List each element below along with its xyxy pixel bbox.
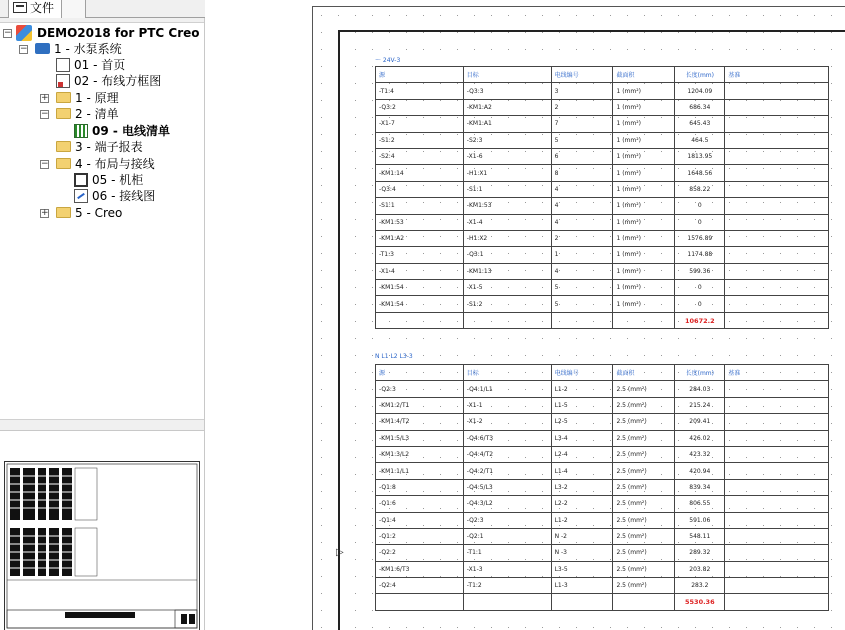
table-cell: -Q4:5/L3 bbox=[463, 479, 551, 495]
table-cell: 686.34 bbox=[675, 99, 725, 115]
expand-toggle[interactable]: + bbox=[41, 93, 49, 103]
table-cell: 599.36 bbox=[675, 263, 725, 279]
tree-node-label: 5 - Creo bbox=[75, 206, 123, 220]
table-row bbox=[376, 578, 829, 594]
table-cell: -Q1:4 bbox=[376, 512, 464, 528]
tree-node-label: 3 - 端子报表 bbox=[75, 140, 143, 154]
tree-node-folder-5[interactable] bbox=[56, 205, 122, 221]
collapse-toggle[interactable]: − bbox=[4, 28, 12, 38]
table-cell: -KM1:A2 bbox=[376, 230, 464, 246]
tree-node-page-05[interactable] bbox=[74, 172, 143, 188]
table-cell: 1204.09 bbox=[675, 83, 725, 99]
table-cell bbox=[725, 198, 829, 214]
table-row bbox=[376, 247, 829, 263]
table-cell: -X1-1 bbox=[463, 397, 551, 413]
project-tree[interactable] bbox=[0, 22, 204, 420]
file-icon bbox=[13, 2, 27, 13]
table-cell: 7 bbox=[551, 116, 613, 132]
empty-cell bbox=[613, 312, 675, 328]
tree-node-page-09[interactable] bbox=[74, 123, 170, 139]
header-cell: 电线编号 bbox=[551, 67, 613, 83]
table-cell: 2.5 (mm²) bbox=[613, 381, 675, 397]
table-cell: 548.11 bbox=[675, 528, 725, 544]
table-cell bbox=[725, 263, 829, 279]
table-cell bbox=[725, 99, 829, 115]
tree-node-folder-4[interactable] bbox=[56, 156, 155, 172]
tree-node-folder-3[interactable] bbox=[56, 139, 143, 155]
header-cell: 目标 bbox=[463, 67, 551, 83]
table-cell: -Q3:4 bbox=[376, 181, 464, 197]
table-cell: -T1:4 bbox=[376, 83, 464, 99]
table-cell: 1 (mm²) bbox=[613, 198, 675, 214]
empty-cell bbox=[376, 312, 464, 328]
table-cell bbox=[725, 116, 829, 132]
empty-cell bbox=[463, 312, 551, 328]
table-cell bbox=[725, 230, 829, 246]
table-cell: 2.5 (mm²) bbox=[613, 446, 675, 462]
table-cell bbox=[725, 463, 829, 479]
table-row bbox=[376, 83, 829, 99]
table-cell: -Q4:6/T3 bbox=[463, 430, 551, 446]
table-cell bbox=[725, 545, 829, 561]
table-cell: 423.32 bbox=[675, 446, 725, 462]
table-cell: -Q3:1 bbox=[463, 247, 551, 263]
table-cell: 3 bbox=[551, 83, 613, 99]
table-cell: 215.24 bbox=[675, 397, 725, 413]
page-icon bbox=[56, 58, 70, 72]
table-cell: -Q1:2 bbox=[376, 528, 464, 544]
tab-file[interactable] bbox=[8, 0, 62, 18]
table-cell: -Q4:2/T1 bbox=[463, 463, 551, 479]
table-cell: 2.5 (mm²) bbox=[613, 397, 675, 413]
table-cell: 1576.89 bbox=[675, 230, 725, 246]
table-cell: 806.55 bbox=[675, 496, 725, 512]
table-cell: L2-4 bbox=[551, 446, 613, 462]
table-cell: -Q4:4/T2 bbox=[463, 446, 551, 462]
block-diagram-icon bbox=[56, 74, 70, 88]
header-cell: 截面积 bbox=[613, 67, 675, 83]
table-cell: -Q2:2 bbox=[376, 545, 464, 561]
wire-table-2 bbox=[375, 364, 829, 611]
table-cell bbox=[725, 496, 829, 512]
table-row bbox=[376, 132, 829, 148]
table-cell: 420.94 bbox=[675, 463, 725, 479]
table-row bbox=[376, 99, 829, 115]
table-cell bbox=[725, 528, 829, 544]
cabinet-icon bbox=[74, 173, 88, 187]
tree-node-label: DEMO2018 for PTC Creo bbox=[37, 26, 200, 40]
table-cell: 203.82 bbox=[675, 561, 725, 577]
table-cell bbox=[725, 512, 829, 528]
empty-cell bbox=[551, 594, 613, 610]
tab-file-label: 文件 bbox=[30, 1, 55, 15]
table-cell: L2-5 bbox=[551, 414, 613, 430]
table-cell: 839.34 bbox=[675, 479, 725, 495]
empty-cell bbox=[725, 312, 829, 328]
table-cell: -S1:2 bbox=[376, 132, 464, 148]
table-row bbox=[376, 479, 829, 495]
table-cell: L1-2 bbox=[551, 381, 613, 397]
table-row bbox=[376, 446, 829, 462]
table-row bbox=[376, 214, 829, 230]
table-cell: 2.5 (mm²) bbox=[613, 463, 675, 479]
table-cell: 1 (mm²) bbox=[613, 230, 675, 246]
tree-node-folder-1[interactable] bbox=[56, 90, 119, 106]
table-cell: 5 bbox=[551, 296, 613, 312]
table-cell: L1-4 bbox=[551, 463, 613, 479]
table-cell bbox=[725, 578, 829, 594]
table-cell: -S1:2 bbox=[463, 296, 551, 312]
tab-empty[interactable] bbox=[62, 0, 86, 18]
tree-node-page-01[interactable] bbox=[56, 57, 125, 73]
table-cell: 1174.88 bbox=[675, 247, 725, 263]
table-row bbox=[376, 198, 829, 214]
table-cell: 8 bbox=[551, 165, 613, 181]
tree-node-page-02[interactable] bbox=[56, 73, 161, 89]
tree-node-project[interactable] bbox=[16, 25, 200, 41]
table-cell bbox=[725, 181, 829, 197]
header-cell: 源 bbox=[376, 67, 464, 83]
folder-icon bbox=[56, 207, 71, 218]
folder-icon bbox=[56, 158, 71, 169]
project-icon bbox=[16, 25, 32, 41]
table-cell: 1 (mm²) bbox=[613, 132, 675, 148]
table-row bbox=[376, 561, 829, 577]
table-cell: -Q3:2 bbox=[376, 99, 464, 115]
table-cell: -KM1:2/T1 bbox=[376, 397, 464, 413]
empty-cell bbox=[613, 594, 675, 610]
table-row bbox=[376, 296, 829, 312]
table-cell: -X1-4 bbox=[463, 214, 551, 230]
tree-node-label: 05 - 机柜 bbox=[92, 173, 144, 187]
table-cell: -Q2:4 bbox=[376, 578, 464, 594]
table-row bbox=[376, 545, 829, 561]
folder-icon bbox=[56, 141, 71, 152]
table-cell: -H1:X1 bbox=[463, 165, 551, 181]
table-cell bbox=[725, 446, 829, 462]
table-cell: 4 bbox=[551, 198, 613, 214]
table-cell: 4 bbox=[551, 181, 613, 197]
table-1-label: ～ 24V-3 bbox=[375, 57, 401, 64]
table-cell: -X1-2 bbox=[463, 414, 551, 430]
tree-node-label: 1 - 水泵系统 bbox=[54, 42, 122, 56]
table-cell: 2 bbox=[551, 230, 613, 246]
table-cell: 2.5 (mm²) bbox=[613, 561, 675, 577]
table-cell: 1 (mm²) bbox=[613, 83, 675, 99]
tree-node-folder-2[interactable] bbox=[56, 106, 119, 122]
table-total-row bbox=[376, 312, 829, 328]
table-row bbox=[376, 381, 829, 397]
table-cell: 0 bbox=[675, 280, 725, 296]
table-cell bbox=[725, 280, 829, 296]
table-cell bbox=[725, 132, 829, 148]
page-thumbnail[interactable] bbox=[4, 461, 200, 630]
table-cell: 283.2 bbox=[675, 578, 725, 594]
folder-icon bbox=[56, 108, 71, 119]
table-cell: 1 bbox=[551, 247, 613, 263]
table-cell: -X1-7 bbox=[376, 116, 464, 132]
table-cell: -KM1:14 bbox=[376, 165, 464, 181]
wire-table-1 bbox=[375, 66, 829, 329]
table-cell: 6 bbox=[551, 148, 613, 164]
table-cell bbox=[725, 561, 829, 577]
table-cell: -T1:2 bbox=[463, 578, 551, 594]
wiring-diagram-icon bbox=[74, 189, 88, 203]
collapse-toggle[interactable]: − bbox=[20, 44, 28, 54]
table-cell: -S1:1 bbox=[376, 198, 464, 214]
table-cell bbox=[725, 165, 829, 181]
table-cell bbox=[725, 214, 829, 230]
table-row bbox=[376, 230, 829, 246]
table-cell: 591.06 bbox=[675, 512, 725, 528]
header-cell: 基准 bbox=[725, 365, 829, 381]
table-cell: 1 (mm²) bbox=[613, 296, 675, 312]
table-cell: -KM1:3/L2 bbox=[376, 446, 464, 462]
table-cell: 2.5 (mm²) bbox=[613, 528, 675, 544]
table-cell: 464.5 bbox=[675, 132, 725, 148]
table-row bbox=[376, 414, 829, 430]
tree-node-label: 02 - 布线方框图 bbox=[74, 74, 162, 88]
system-icon bbox=[35, 43, 50, 54]
table-cell: -T1:3 bbox=[376, 247, 464, 263]
tree-node-label: 06 - 接线图 bbox=[92, 189, 156, 203]
table-cell: N -3 bbox=[551, 545, 613, 561]
tree-node-label: 4 - 布局与接线 bbox=[75, 157, 155, 171]
table-cell: L3-2 bbox=[551, 479, 613, 495]
empty-cell bbox=[376, 594, 464, 610]
table-cell: L3-4 bbox=[551, 430, 613, 446]
table-row bbox=[376, 148, 829, 164]
table-cell: 1813.95 bbox=[675, 148, 725, 164]
header-cell: 目标 bbox=[463, 365, 551, 381]
table-cell: 2.5 (mm²) bbox=[613, 479, 675, 495]
table-cell: -X1-5 bbox=[463, 280, 551, 296]
table-cell: 1 (mm²) bbox=[613, 214, 675, 230]
table-cell: 0 bbox=[675, 214, 725, 230]
table-cell: -X1-4 bbox=[376, 263, 464, 279]
table-cell: L2-2 bbox=[551, 496, 613, 512]
table-cell: L1-3 bbox=[551, 578, 613, 594]
table-cell: 2.5 (mm²) bbox=[613, 512, 675, 528]
collapse-toggle[interactable]: − bbox=[41, 109, 49, 119]
page-thumbnail-panel[interactable] bbox=[0, 430, 204, 630]
page-marker-arrow: ▷ bbox=[336, 547, 344, 558]
empty-cell bbox=[463, 594, 551, 610]
table-row bbox=[376, 181, 829, 197]
table-cell: 2.5 (mm²) bbox=[613, 496, 675, 512]
table-cell: 2.5 (mm²) bbox=[613, 578, 675, 594]
table-header-row bbox=[376, 67, 829, 83]
table-cell bbox=[725, 414, 829, 430]
table-cell: 1 (mm²) bbox=[613, 263, 675, 279]
table-cell: 0 bbox=[675, 198, 725, 214]
table-cell: 4 bbox=[551, 263, 613, 279]
table-cell: -Q4:3/L2 bbox=[463, 496, 551, 512]
table-cell: -KM1:1/L1 bbox=[376, 463, 464, 479]
table-cell: 426.02 bbox=[675, 430, 725, 446]
table-total-row bbox=[376, 594, 829, 610]
tree-node-label: 09 - 电线清单 bbox=[92, 124, 171, 138]
table-cell: -X1-6 bbox=[463, 148, 551, 164]
table-row bbox=[376, 512, 829, 528]
table-cell: -KM1:54 bbox=[376, 280, 464, 296]
header-cell: 电线编号 bbox=[551, 365, 613, 381]
table-cell: -S2:4 bbox=[376, 148, 464, 164]
table-cell: -KM1:A2 bbox=[463, 99, 551, 115]
table-cell: 2.5 (mm²) bbox=[613, 545, 675, 561]
table-cell: N -2 bbox=[551, 528, 613, 544]
table-cell bbox=[725, 148, 829, 164]
table-cell: -T1:1 bbox=[463, 545, 551, 561]
table-cell: -Q1:8 bbox=[376, 479, 464, 495]
tree-node-page-06[interactable] bbox=[74, 188, 155, 204]
table-cell: 1 (mm²) bbox=[613, 148, 675, 164]
table-cell: 1 (mm²) bbox=[613, 116, 675, 132]
table-cell: -Q3:3 bbox=[463, 83, 551, 99]
table-cell bbox=[725, 247, 829, 263]
table-cell: L1-5 bbox=[551, 397, 613, 413]
table-row bbox=[376, 263, 829, 279]
expand-toggle[interactable]: + bbox=[41, 208, 49, 218]
table-cell bbox=[725, 296, 829, 312]
tree-node-label: 01 - 首页 bbox=[74, 58, 126, 72]
table-row bbox=[376, 116, 829, 132]
table-cell: -Q2:1 bbox=[463, 528, 551, 544]
table-cell: -KM1:4/T2 bbox=[376, 414, 464, 430]
table-cell: 4 bbox=[551, 214, 613, 230]
table-row bbox=[376, 397, 829, 413]
table-cell: 2.5 (mm²) bbox=[613, 414, 675, 430]
table-cell: -Q2:3 bbox=[376, 381, 464, 397]
table-cell: -KM1:54 bbox=[376, 296, 464, 312]
empty-cell bbox=[551, 312, 613, 328]
table-cell: 289.32 bbox=[675, 545, 725, 561]
folder-icon bbox=[56, 92, 71, 103]
table-cell: -Q2:3 bbox=[463, 512, 551, 528]
table-row bbox=[376, 280, 829, 296]
table-cell: 1 (mm²) bbox=[613, 181, 675, 197]
table-cell: 284.03 bbox=[675, 381, 725, 397]
collapse-toggle[interactable]: − bbox=[41, 159, 49, 169]
table-cell: -H1:X2 bbox=[463, 230, 551, 246]
table-cell bbox=[725, 397, 829, 413]
table-cell: -S1:1 bbox=[463, 181, 551, 197]
table-row bbox=[376, 463, 829, 479]
table-row bbox=[376, 165, 829, 181]
table-cell: 858.22 bbox=[675, 181, 725, 197]
table-cell bbox=[725, 430, 829, 446]
table-cell: 5 bbox=[551, 132, 613, 148]
tree-node-system[interactable] bbox=[35, 41, 122, 57]
table-cell: 1648.56 bbox=[675, 165, 725, 181]
table-cell: 2.5 (mm²) bbox=[613, 430, 675, 446]
table-cell: -S2:3 bbox=[463, 132, 551, 148]
table-cell: -KM1:53 bbox=[376, 214, 464, 230]
table-cell: 0 bbox=[675, 296, 725, 312]
thumbnail-preview bbox=[5, 462, 199, 630]
header-cell: 长度(mm) bbox=[675, 67, 725, 83]
table-cell: 5 bbox=[551, 280, 613, 296]
left-panel bbox=[0, 0, 205, 630]
panel-tabbar bbox=[0, 0, 205, 18]
table-cell: 1 (mm²) bbox=[613, 99, 675, 115]
table-cell: -KM1:53 bbox=[463, 198, 551, 214]
table-cell: 1 (mm²) bbox=[613, 280, 675, 296]
table-cell bbox=[725, 479, 829, 495]
table-cell: 1 (mm²) bbox=[613, 165, 675, 181]
table-header-row bbox=[376, 365, 829, 381]
table-icon bbox=[74, 124, 88, 138]
table-row bbox=[376, 528, 829, 544]
table-row bbox=[376, 496, 829, 512]
header-cell: 基准 bbox=[725, 67, 829, 83]
empty-cell bbox=[725, 594, 829, 610]
table-cell: -Q4:1/L1 bbox=[463, 381, 551, 397]
table-2-label: N L1 L2 L3-3 bbox=[375, 353, 413, 360]
table-cell bbox=[725, 83, 829, 99]
table-cell: 209.41 bbox=[675, 414, 725, 430]
header-cell: 长度(mm) bbox=[675, 365, 725, 381]
table-cell: -KM1:A1 bbox=[463, 116, 551, 132]
table-cell: -X1-3 bbox=[463, 561, 551, 577]
table-cell: 2 bbox=[551, 99, 613, 115]
table-cell: 1 (mm²) bbox=[613, 247, 675, 263]
tree-node-label: 2 - 清单 bbox=[75, 107, 119, 121]
table-cell: 645.43 bbox=[675, 116, 725, 132]
table-cell: L1-2 bbox=[551, 512, 613, 528]
table-cell: -KM1:6/T3 bbox=[376, 561, 464, 577]
header-cell: 截面积 bbox=[613, 365, 675, 381]
table-cell: -Q1:6 bbox=[376, 496, 464, 512]
total-length: 5530.36 bbox=[675, 594, 725, 610]
header-cell: 源 bbox=[376, 365, 464, 381]
table-cell bbox=[725, 381, 829, 397]
total-length: 10672.2 bbox=[675, 312, 725, 328]
table-row bbox=[376, 430, 829, 446]
table-cell: -KM1:5/L3 bbox=[376, 430, 464, 446]
tree-node-label: 1 - 原理 bbox=[75, 91, 119, 105]
table-cell: L3-5 bbox=[551, 561, 613, 577]
table-cell: -KM1:13 bbox=[463, 263, 551, 279]
